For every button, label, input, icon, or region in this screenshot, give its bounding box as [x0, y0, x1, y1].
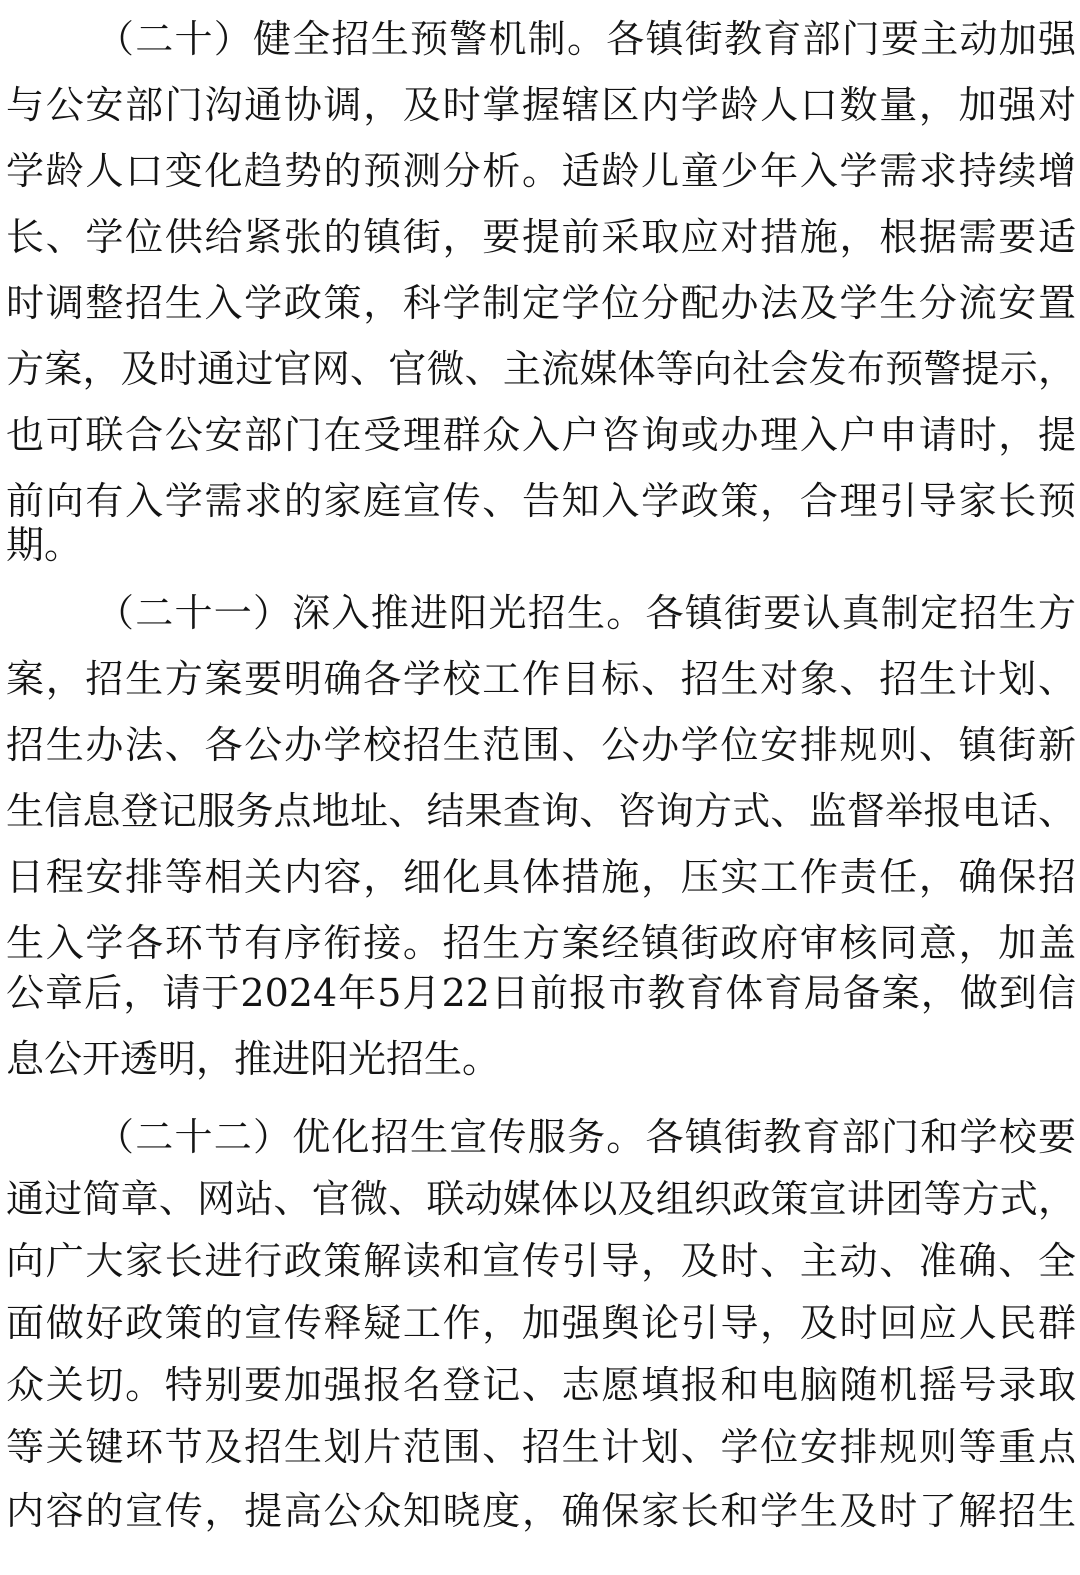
- paragraph-1-line-2: 与公安部门沟通协调，及时掌握辖区内学龄人口数量，加强对: [6, 83, 1076, 127]
- paragraph-1-line-3: 学龄人口变化趋势的预测分析。适龄儿童少年入学需求持续增: [6, 149, 1076, 193]
- paragraph-1-line-1: （二十）健全招生预警机制。各镇街教育部门要主动加强: [96, 17, 1076, 61]
- paragraph-2-line-8: 息公开透明，推进阳光招生。: [6, 1037, 501, 1081]
- paragraph-3-line-2: 通过简章、网站、官微、联动媒体以及组织政策宣讲团等方式，: [6, 1177, 1076, 1221]
- paragraph-3-line-5: 众关切。特别要加强报名登记、志愿填报和电脑随机摇号录取: [6, 1363, 1076, 1407]
- paragraph-1-line-9: 期。: [6, 523, 83, 567]
- paragraph-1-line-7: 也可联合公安部门在受理群众入户咨询或办理入户申请时，提: [6, 413, 1076, 457]
- paragraph-3-line-1: （二十二）优化招生宣传服务。各镇街教育部门和学校要: [96, 1115, 1076, 1159]
- paragraph-3-line-4: 面做好政策的宣传释疑工作，加强舆论引导，及时回应人民群: [6, 1301, 1076, 1345]
- paragraph-3-line-7: 内容的宣传，提高公众知晓度，确保家长和学生及时了解招生: [6, 1489, 1076, 1533]
- paragraph-1-line-8: 前向有入学需求的家庭宣传、告知入学政策，合理引导家长预: [6, 479, 1076, 523]
- paragraph-2-line-2: 案，招生方案要明确各学校工作目标、招生对象、招生计划、: [6, 657, 1076, 701]
- paragraph-1-line-6: 方案，及时通过官网、官微、主流媒体等向社会发布预警提示，: [6, 347, 1076, 391]
- paragraph-3-line-6: 等关键环节及招生划片范围、招生计划、学位安排规则等重点: [6, 1425, 1076, 1469]
- paragraph-1-line-5: 时调整招生入学政策，科学制定学位分配办法及学生分流安置: [6, 281, 1076, 325]
- paragraph-1-line-4: 长、学位供给紧张的镇街，要提前采取应对措施，根据需要适: [6, 215, 1076, 259]
- paragraph-2-line-5: 日程安排等相关内容，细化具体措施，压实工作责任，确保招: [6, 855, 1076, 899]
- paragraph-2-line-1: （二十一）深入推进阳光招生。各镇街要认真制定招生方: [96, 591, 1076, 635]
- paragraph-2-line-3: 招生办法、各公办学校招生范围、公办学位安排规则、镇街新: [6, 723, 1076, 767]
- paragraph-2-line-6: 生入学各环节有序衔接。招生方案经镇街政府审核同意，加盖: [6, 921, 1076, 965]
- paragraph-2-line-7: 公章后，请于2024年5月22日前报市教育体育局备案，做到信: [6, 971, 1076, 1015]
- paragraph-2-line-4: 生信息登记服务点地址、结果查询、咨询方式、监督举报电话、: [6, 789, 1076, 833]
- paragraph-3-line-3: 向广大家长进行政策解读和宣传引导，及时、主动、准确、全: [6, 1239, 1076, 1283]
